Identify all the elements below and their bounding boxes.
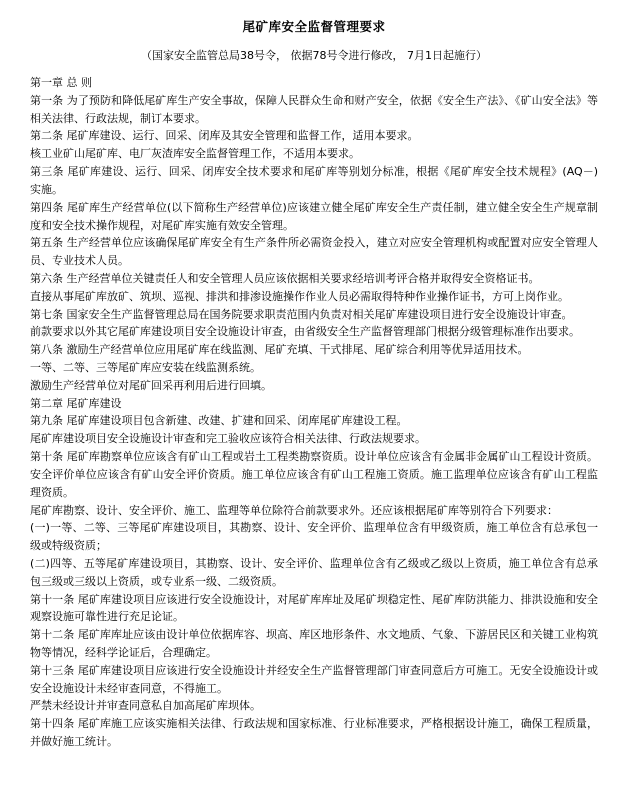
paragraph: 核工业矿山尾矿库、电厂灰渣库安全监督管理工作，不适用本要求。 bbox=[30, 147, 360, 161]
chapter-heading: 第一章 总 则 bbox=[30, 76, 92, 89]
paragraph: 第一条 为了预防和降低尾矿库生产安全事故，保障人民群众生命和财产安全，依据《安全生产法》、《矿山安全法》等相关法律、行政法规，制订本要求。 bbox=[30, 93, 598, 125]
page-title: 尾矿库安全监督管理要求 bbox=[242, 19, 386, 34]
paragraph: 直接从事尾矿库放矿、筑坝、巡视、排洪和排渗设施操作作业人员必需取得特种作业操作证书，方可上岗作业。 bbox=[30, 289, 569, 303]
paragraph: 第十四条 尾矿库施工应该实施相关法律、行政法规和国家标准、行业标准要求，严格根据设计施工，确保工程质量，并做好施工统计。 bbox=[30, 717, 598, 749]
paragraph: 第九条 尾矿库建设项目包含新建、改建、扩建和回采、闭库尾矿库建设工程。 bbox=[30, 414, 408, 428]
paragraph: (一)一等、二等、三等尾矿库建设项目，其勘察、设计、安全评价、监理单位含有甲级资质，施工单位含有总承包一级或特级资质； bbox=[30, 521, 598, 553]
paragraph: 第四条 尾矿库生产经营单位(以下简称生产经营单位)应该建立健全尾矿库安全生产责任制，建立健全安全生产规章制度和安全技术操作规程，对尾矿库实施有效安全管理。 bbox=[30, 200, 598, 232]
paragraph: 第十一条 尾矿库建设项目应该进行安全设施设计，对尾矿库库址及尾矿坝稳定性、尾矿库防洪能力、排洪设施和安全观察设施可靠性进行充足论证。 bbox=[30, 592, 598, 624]
paragraph: 第八条 激励生产经营单位应用尾矿库在线监测、尾矿充填、干式排尾、尾矿综合利用等优异适用技术。 bbox=[30, 343, 529, 357]
document-body bbox=[30, 74, 598, 751]
paragraph: 严禁未经设计并审查同意私自加高尾矿库坝体。 bbox=[30, 699, 261, 713]
paragraph: 第六条 生产经营单位关键责任人和安全管理人员应该依据相关要求经培训考评合格并取得安全资格证书。 bbox=[30, 271, 540, 285]
paragraph: 第三条 尾矿库建设、运行、回采、闭库安全技术要求和尾矿库等别划分标准，根据《尾矿库安全技术规程》(AQ－) 实施。 bbox=[30, 165, 598, 196]
paragraph: 第二条 尾矿库建设、运行、回采、闭库及其安全管理和监督工作，适用本要求。 bbox=[30, 129, 419, 143]
paragraph: 第十三条 尾矿库建设项目应该进行安全设施设计并经安全生产监督管理部门审查同意后方可施工。无安全设施设计或安全设施设计未经审查同意，不得施工。 bbox=[30, 663, 598, 695]
paragraph: 尾矿库建设项目安全设施设计审查和完工验收应该符合相关法律、行政法规要求。 bbox=[30, 432, 426, 446]
paragraph: 第十二条 尾矿库库址应该由设计单位依据库容、坝高、库区地形条件、水文地质、气象、下游居民区和关键工业构筑物等情况，经科学论证后，合理确定。 bbox=[30, 628, 598, 659]
paragraph: 第七条 国家安全生产监督管理总局在国务院要求职责范围内负责对相关尾矿库建设项目进行安全设施设计审查。 bbox=[30, 307, 573, 321]
paragraph: 第十条 尾矿库勘察单位应该含有矿山工程或岩土工程类勘察资质。设计单位应该含有金属非金属矿山工程设计资质。安全评价单位应该含有矿山安全评价资质。施工单位应该含有矿山工程施工资质。施工监理单位应该含有矿山工程监理资质。 bbox=[30, 450, 598, 499]
paragraph: (二)四等、五等尾矿库建设项目，其勘察、设计、安全评价、监理单位含有乙级或乙级以上资质，施工单位含有总承包三级或三级以上资质，或专业系一级、二级资质。 bbox=[30, 556, 598, 588]
paragraph: 前款要求以外其它尾矿库建设项目安全设施设计审查，由省级安全生产监督管理部门根据分级管理标准作出要求。 bbox=[30, 325, 580, 339]
paragraph: 一等、二等、三等尾矿库应安装在线监测系统。 bbox=[30, 361, 261, 374]
document-subtitle: （国家安全监管总局38号令， 依据78号令进行修改， 7月1日起施行） bbox=[141, 48, 487, 62]
chapter-heading: 第二章 尾矿库建设 bbox=[30, 396, 122, 410]
paragraph: 第五条 生产经营单位应该确保尾矿库安全有生产条件所必需资金投入，建立对应安全管理机构或配置对应安全管理人员、专业技术人员。 bbox=[30, 236, 598, 268]
paragraph: 尾矿库勘察、设计、安全评价、施工、监理等单位除符合前款要求外。还应该根据尾矿库等别符合下列要求： bbox=[30, 503, 558, 517]
paragraph: 激励生产经营单位对尾矿回采再利用后进行回填。 bbox=[30, 378, 272, 392]
